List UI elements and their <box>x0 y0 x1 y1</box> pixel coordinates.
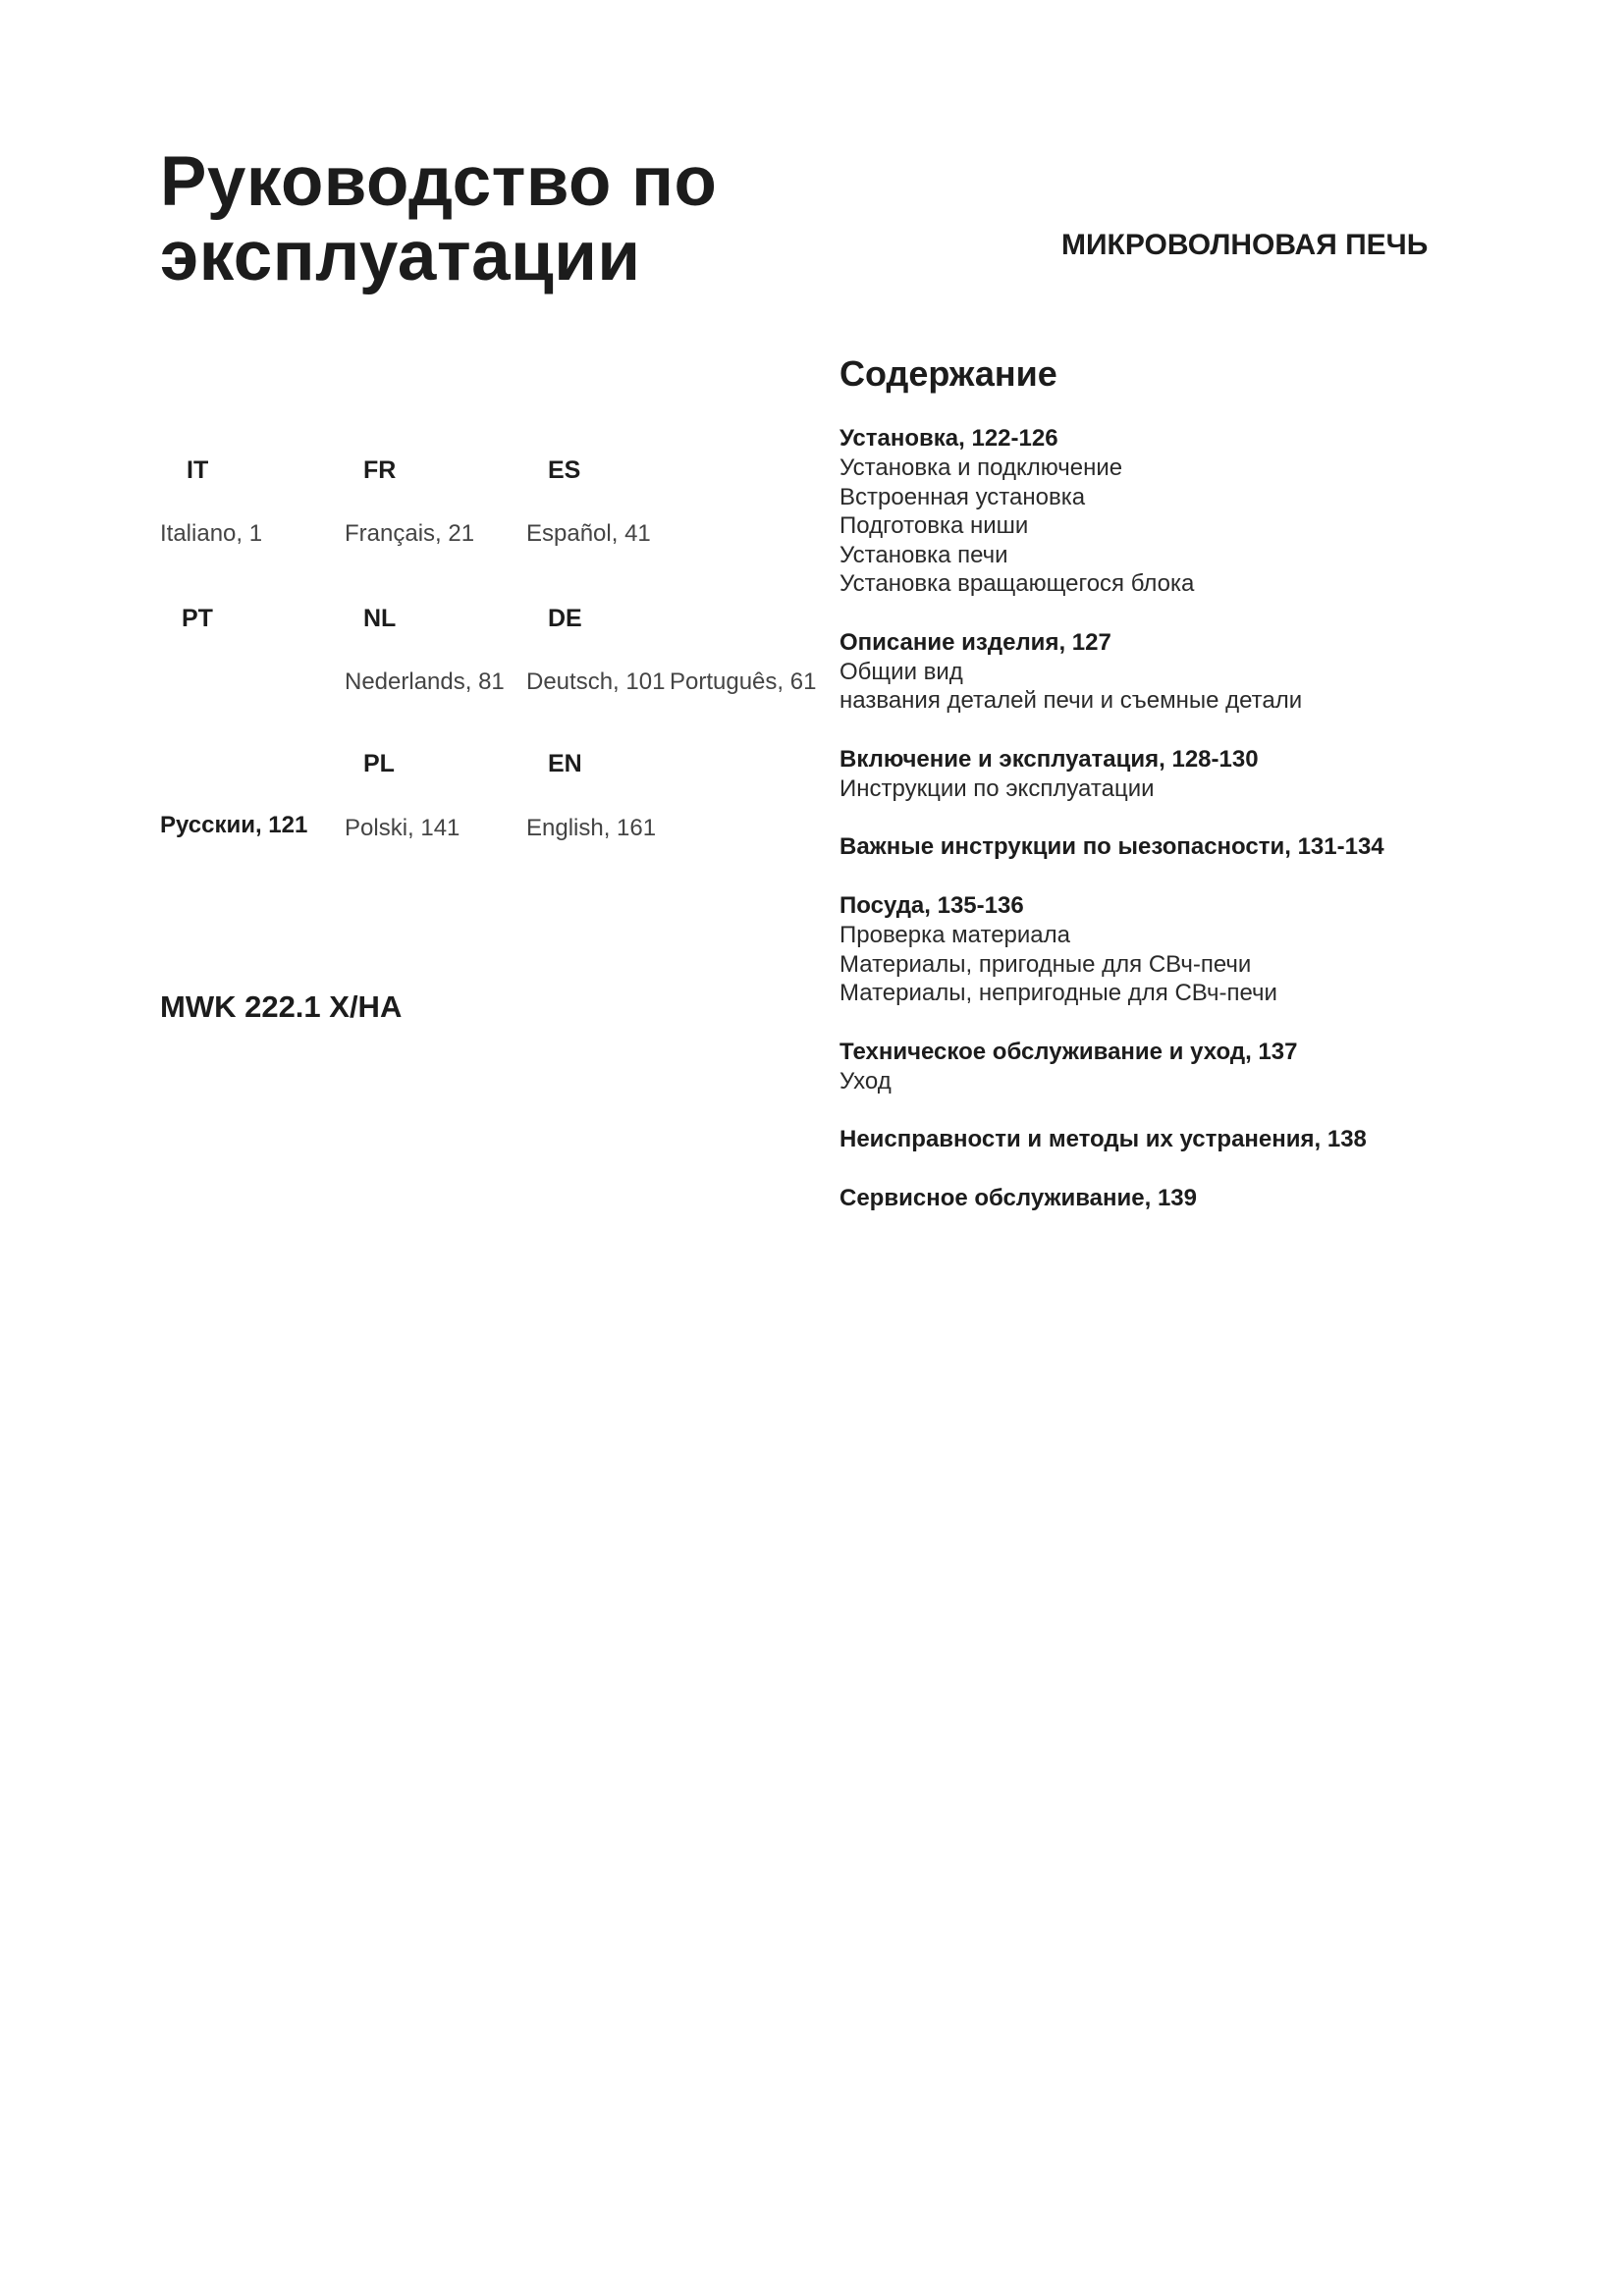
toc-section-heading[interactable]: Включение и эксплуатация, 128-130 <box>839 745 1259 773</box>
product-type: МИКРОВОЛНОВАЯ ПЕЧЬ <box>1061 229 1429 261</box>
toc-section-heading[interactable]: Сервисное обслуживание, 139 <box>839 1185 1197 1211</box>
toc-section <box>839 1038 1527 1096</box>
contents-heading: Содержание <box>839 353 1057 394</box>
page-title-line-2: эксплуатации <box>160 218 641 295</box>
toc-item[interactable]: Установка печи <box>839 541 1008 568</box>
toc-section-heading[interactable]: Установка, 122-126 <box>839 425 1058 452</box>
toc-section-heading[interactable]: Неисправности и методы их устранения, 138 <box>839 1126 1367 1152</box>
lang-entry-portugues[interactable]: Português, 61 <box>670 668 817 695</box>
toc-section <box>839 1125 1527 1154</box>
model-number: MWK 222.1 X/HA <box>160 989 403 1024</box>
toc-item[interactable]: Установка вращающегося блока <box>839 570 1195 597</box>
toc-item[interactable]: Проверка материала <box>839 922 1071 948</box>
lang-entry-deutsch[interactable]: Deutsch, 101 <box>526 668 666 695</box>
toc-section-heading[interactable]: Описание изделия, 127 <box>839 628 1111 656</box>
toc-item[interactable]: Установка и подключение <box>839 454 1123 481</box>
lang-code-es: ES <box>548 456 581 484</box>
table-of-contents <box>839 424 1527 1243</box>
lang-code-pt: PT <box>182 605 213 632</box>
toc-section <box>839 832 1527 862</box>
toc-section-heading[interactable]: Посуда, 135-136 <box>839 892 1024 919</box>
lang-code-fr: FR <box>363 456 397 484</box>
toc-section <box>839 1184 1527 1213</box>
toc-item[interactable]: Материалы, пригодные для СВч-печи <box>839 950 1252 978</box>
lang-code-it: IT <box>187 456 209 484</box>
toc-section-heading[interactable]: Важные инструкции по ыезопасности, 131-134 <box>839 833 1384 860</box>
lang-entry-russian[interactable]: Русскии, 121 <box>160 812 308 838</box>
toc-item[interactable]: Общии вид <box>839 658 963 685</box>
toc-section-heading[interactable]: Техническое обслуживание и уход, 137 <box>839 1038 1298 1065</box>
page-title-line-1: Руководство по <box>160 143 718 221</box>
toc-item[interactable]: названия деталей печи и съемные детали <box>839 687 1303 714</box>
lang-entry-polski[interactable]: Polski, 141 <box>345 815 460 841</box>
page-title <box>160 145 717 294</box>
lang-entry-english[interactable]: English, 161 <box>526 815 657 841</box>
toc-section <box>839 628 1527 716</box>
lang-entry-francais[interactable]: Français, 21 <box>345 520 475 547</box>
lang-code-de: DE <box>548 605 582 632</box>
toc-section <box>839 424 1527 599</box>
lang-entry-italiano[interactable]: Italiano, 1 <box>160 520 263 547</box>
lang-code-pl: PL <box>363 750 395 777</box>
lang-code-nl: NL <box>363 605 397 632</box>
lang-entry-espanol[interactable]: Español, 41 <box>526 520 651 547</box>
toc-item[interactable]: Встроенная установка <box>839 483 1086 510</box>
toc-item[interactable]: Уход <box>839 1067 892 1095</box>
lang-code-en: EN <box>548 750 582 777</box>
toc-item[interactable]: Инструкции по эксплуатации <box>839 774 1155 802</box>
toc-item[interactable]: Материалы, непригодные для СВч-печи <box>839 980 1277 1006</box>
toc-item[interactable]: Подготовка ниши <box>839 512 1029 539</box>
lang-entry-nederlands[interactable]: Nederlands, 81 <box>345 668 505 695</box>
toc-section <box>839 745 1527 804</box>
toc-section <box>839 891 1527 1008</box>
